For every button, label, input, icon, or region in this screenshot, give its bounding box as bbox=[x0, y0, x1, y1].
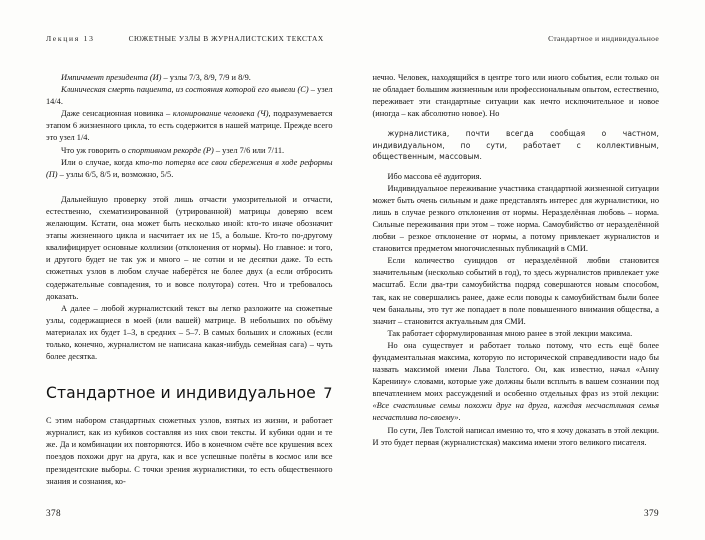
paragraph-savings bbox=[46, 157, 333, 181]
nodes-clinical-death: – узел 14/4. bbox=[46, 85, 333, 107]
running-head-title: СЮЖЕТНЫЕ УЗЛЫ В ЖУРНАЛИСТСКИХ ТЕКСТАХ bbox=[128, 34, 324, 43]
paragraph-tolstoy bbox=[373, 340, 660, 425]
paragraph-sport-record bbox=[46, 145, 333, 157]
paragraph-conclusion: По сути, Лев Толстой написал именно то, что я хочу доказать в этой лекции. И это будет первая (журналистская) максима имени этого великого писателя. bbox=[372, 425, 659, 447]
folio-left: 378 bbox=[46, 508, 61, 518]
inset-spacer-top bbox=[373, 120, 660, 128]
paragraph-cloning bbox=[46, 108, 333, 144]
tolstoy-tail: . bbox=[458, 413, 461, 423]
term-impeachment: Импичмент президента (И) bbox=[61, 73, 162, 82]
section-heading bbox=[46, 384, 333, 402]
right-page bbox=[353, 0, 705, 540]
running-head-lecture-label: Лекция 13 bbox=[46, 34, 95, 43]
section-heading-number: 7 bbox=[323, 386, 333, 403]
sport-lead: Что уж говорить о bbox=[61, 145, 129, 155]
left-running-head bbox=[46, 34, 333, 50]
nodes-impeachment: – узлы 7/3, 8/9, 7/9 и 8/9. bbox=[161, 73, 251, 82]
paragraph-individual-experience: Индивидуальное переживание участника стандартной жизненной ситуации может быть очень сильным и даже представлять интерес для журналистики, но лишь в случае резкого отклонения от нормы. Неразделённая любовь – норма. Сильные переживания при этом – тоже норма. Самоубийство от неразделённой любви – резкое отклонение от нормы, а потому привлекает журналистов и становится предметом многочисленных публикаций в СМИ. bbox=[372, 183, 659, 254]
term-sport-record: спортивном рекорде (Р) bbox=[128, 145, 214, 155]
term-savings: кто-то потерял все свои сбережения в ходе реформы (П) bbox=[46, 157, 333, 179]
left-column-body bbox=[46, 72, 333, 363]
savings-tail: – узлы 6/5, 8/5 и, возможно, 5/5. bbox=[57, 169, 174, 179]
paragraph-standard-blocks: С этим набором стандартных сюжетных узлов, взятых из жизни, и работает журналист, как из кубиков составляя из них свои тексты. И кубики одни и те же. Да и комбинации их повторяются. Ибо в конечном счёте все крушения всех поездов похожи друг на друга, как и все успешные полёты в космос или все президентские выборы. С точки зрения журналистики, то есть общественного знания и сознания, ко- bbox=[46, 416, 333, 486]
cloning-tail: , подразумевается этапом 6 жизненного цикла, то есть содержится в нашей матрице. Прежде всего это узел 1/4. bbox=[46, 109, 333, 143]
left-column-body-after-heading bbox=[46, 415, 333, 488]
right-running-head bbox=[373, 34, 660, 50]
paragraph-impeachment bbox=[46, 72, 333, 84]
paragraph-maxim-works: Так работает сформулированная мною ранее в этой лекции максима. bbox=[387, 328, 633, 338]
cloning-lead: Даже сенсационная новинка – bbox=[61, 109, 173, 119]
paragraph-clinical-death bbox=[46, 84, 333, 108]
paragraph-matrix-verification: Дальнейшую проверку этой лишь отчасти умозрительной и отчасти, естественно, схематизированной (утрированной) матрицы доверяю всем желающим. Кстати, она может быть несколько иной: кто-то иначе обозначит этапы жизненного цикла и насчитает их не 15, а больше. Кто-то по-другому квалифицирует основные коллизии (отклонения от нормы). Но главное: и того, и другого будет не так уж и много – не сотни и не десятки даже. То есть сюжетных узлов в любом случае наберётся не более двух (а если отбросить содержательные совпадения, то и вовсе полутора) сотен. Что и требовалось доказать. bbox=[46, 194, 333, 301]
tolstoy-quote: «Все счастливые семьи похожи друг на друга, каждая несчастливая семья несчастлива по-своему» bbox=[372, 401, 659, 423]
maxim-inset: журналистика, почти всегда сообщая о частном, индивидуальном, по сути, работает с коллективным, общественным, массовым. bbox=[372, 129, 659, 162]
paragraph-mass-audience: Ибо массова её аудитория. bbox=[387, 171, 482, 181]
sport-tail: – узел 7/6 или 7/11. bbox=[213, 145, 285, 155]
paragraph-plot-nodes-count: А далее – любой журналистский текст вы легко разложите на сюжетные узлы, содержащиеся в моей (или вашей) матрице. В небольших по объёму материалах их будет 1–3, в средних – 5–7. В самых больших и сложных (если только, конечно, журналистом не написана какая-нибудь семейная сага) – чуть более десятка. bbox=[46, 303, 333, 362]
savings-lead: Или о случае, когда bbox=[61, 157, 136, 167]
term-clinical-death: Клиническая смерть пациента, из состояния которой его вывели (С) bbox=[61, 85, 309, 95]
paragraph-continuation: нечно. Человек, находящийся в центре того или иного события, если только он не обладает большим жизненным или профессиональным опытом, естественно, переживает эти стандартные ситуации как нечто исключительное и новое (иногда – как абсолютно новое). Но bbox=[372, 73, 659, 119]
inset-spacer-bottom bbox=[373, 163, 660, 171]
paragraph-suicide-scale: Если количество суицидов от неразделённой любви становится значительным (несколько событий в год), то здесь журналистов привлекает уже масштаб. Если два-три самоубийства подряд совершаются новым способом, так, как не совершались ранее, даже если поводы к самоубийствам были более чем банальны, это тут же попадает в поле повышенного внимания общества, а значит – становится актуальным для СМИ. bbox=[372, 256, 659, 326]
section-heading-title: Стандартное и индивидуальное bbox=[46, 384, 316, 403]
right-column-body bbox=[373, 72, 660, 449]
running-head-section-title: Стандартное и индивидуальное bbox=[548, 34, 659, 43]
term-cloning: клонирование человека (Ч) bbox=[172, 109, 269, 119]
tolstoy-lead: Но она существует и работает только потому, что есть ещё более фундаментальная максима, которую по исторической справедливости надо бы назвать максимой имени Льва Толстого. Он, как известно, начал «Анну Каренину» словами, которые уже должны были всплыть в вашем сознании под впечатлением моих рассуждений и особенно отдельных фраз из этой лекции: bbox=[372, 340, 659, 399]
paragraph-spacer bbox=[46, 181, 333, 194]
folio-right: 379 bbox=[644, 508, 659, 518]
